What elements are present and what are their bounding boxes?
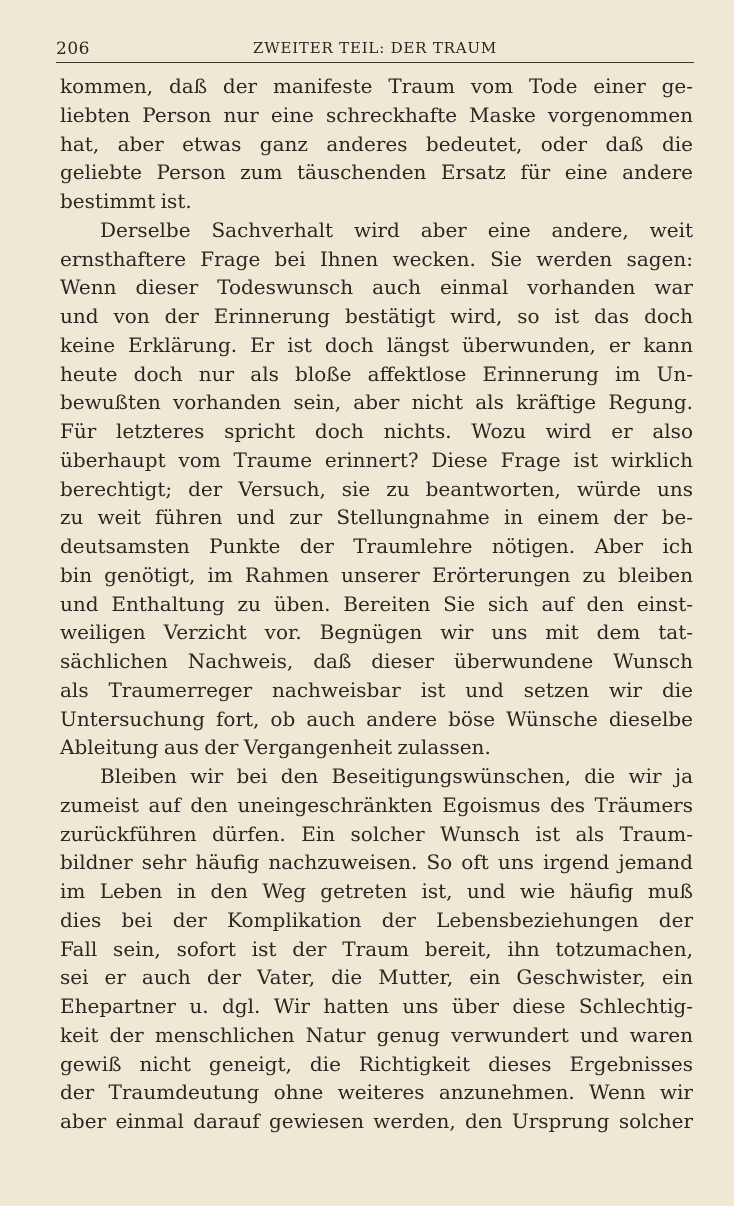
text-line: als Traumerreger nachweisbar ist und setzen wir die — [60, 677, 693, 702]
text-line: keit der menschlichen Natur genug verwundert und waren — [60, 1022, 693, 1047]
text-line: bildner sehr häufig nachzuweisen. So oft uns irgend jemand — [60, 850, 693, 875]
running-title: ZWEITER TEIL: DER TRAUM — [253, 39, 497, 57]
text-line: bestimmt ist. — [60, 189, 192, 213]
text-line: Ehepartner u. dgl. Wir hatten uns über diese Schlechtig- — [60, 994, 693, 1018]
page-number: 206 — [56, 39, 90, 59]
text-line: Untersuchung fort, ob auch andere böse Wünsche dieselbe — [60, 706, 693, 731]
text-line: liebten Person nur eine schreckhafte Maske vorgenommen — [60, 102, 693, 127]
text-line: Derselbe Sachverhalt wird aber eine andere, weit — [100, 217, 693, 242]
text-line: Fall sein, sofort ist der Traum bereit, ihn totzumachen, — [60, 936, 693, 961]
text-line: heute doch nur als bloße affektlose Erinnerung im Un- — [60, 361, 693, 386]
text-line: zumeist auf den uneingeschränkten Egoismus des Träumers — [60, 792, 693, 817]
text-line: Wenn dieser Todeswunsch auch einmal vorhanden war — [60, 275, 693, 300]
text-line: gewiß nicht geneigt, die Richtigkeit dieses Ergebnisses — [60, 1051, 693, 1076]
text-line: der Traumdeutung ohne weiteres anzunehmen. Wenn wir — [60, 1080, 693, 1105]
text-line: Für letzteres spricht doch nichts. Wozu wird er also — [60, 419, 693, 443]
text-line: sei er auch der Vater, die Mutter, ein Geschwister, ein — [60, 965, 693, 990]
text-line: zu weit führen und zur Stellungnahme in einem der be- — [60, 505, 693, 530]
text-line: dies bei der Komplikation der Lebensbeziehungen der — [60, 907, 693, 932]
text-line: keine Erklärung. Er ist doch längst überwunden, er kann — [60, 332, 693, 357]
text-line: und von der Erinnerung bestätigt wird, so ist das doch — [60, 304, 693, 328]
body-text — [60, 72, 693, 1136]
text-line: sächlichen Nachweis, daß dieser überwundene Wunsch — [60, 649, 693, 673]
page-header — [56, 36, 694, 63]
text-line: bin genötigt, im Rahmen unserer Erörterungen zu bleiben — [60, 562, 693, 587]
text-line: ernsthaftere Frage bei Ihnen wecken. Sie werden sagen: — [60, 246, 693, 271]
text-line: weiligen Verzicht vor. Begnügen wir uns mit dem tat- — [60, 620, 693, 645]
text-line: aber einmal darauf gewiesen werden, den Ursprung solcher — [60, 1109, 693, 1133]
text-line: überhaupt vom Traume erinnert? Diese Frage ist wirklich — [60, 447, 693, 472]
text-line: und Enthaltung zu üben. Bereiten Sie sich auf den einst- — [60, 591, 693, 616]
text-line: kommen, daß der manifeste Traum vom Tode einer ge- — [60, 74, 693, 98]
text-line: bewußten vorhanden sein, aber nicht als kräftige Regung. — [60, 390, 693, 415]
text-line: im Leben in den Weg getreten ist, und wie häufig muß — [60, 879, 693, 903]
text-line: deutsamsten Punkte der Traumlehre nötigen. Aber ich — [60, 534, 693, 558]
text-line: berechtigt; der Versuch, sie zu beantworten, würde uns — [60, 476, 693, 501]
text-line: geliebte Person zum täuschenden Ersatz für eine andere — [60, 160, 693, 185]
text-line: Bleiben wir bei den Beseitigungswünschen, die wir ja — [100, 764, 693, 788]
text-line: Ableitung aus der Vergangenheit zulassen. — [60, 735, 491, 760]
text-line: zurückführen dürfen. Ein solcher Wunsch ist als Traum- — [60, 821, 693, 846]
text-line: hat, aber etwas ganz anderes bedeutet, oder daß die — [60, 131, 693, 156]
